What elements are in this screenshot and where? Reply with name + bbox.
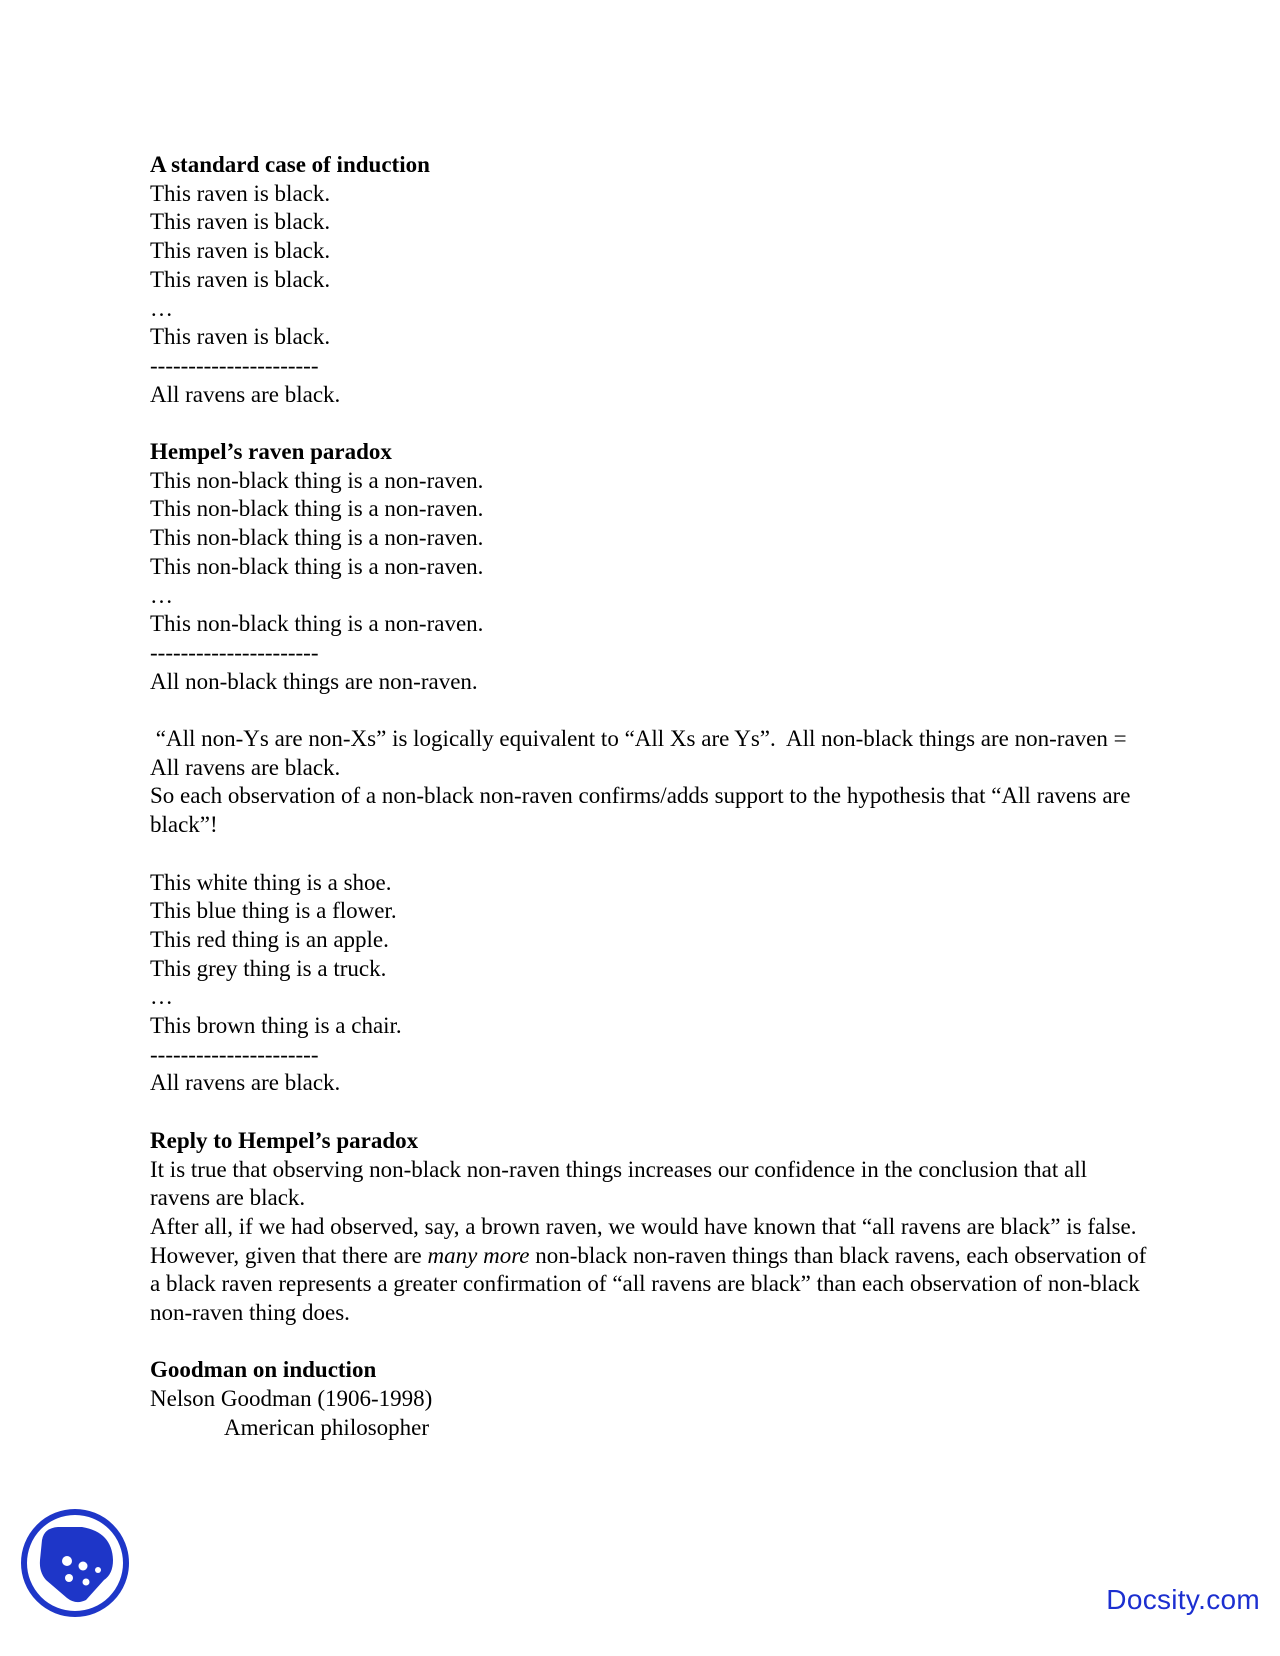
goodman-name: Nelson Goodman (1906-1998): [150, 1386, 433, 1412]
docsity-logo-icon: [20, 1508, 130, 1618]
reply-paragraph-2: After all, if we had observed, say, a brown raven, we would have known that “all ravens are black” is false.: [150, 1213, 1137, 1239]
example-lines: [150, 869, 1150, 1099]
example-line: This red thing is an apple.: [150, 926, 389, 952]
document-page: [150, 151, 1150, 1443]
induction-line: This raven is black.: [150, 266, 331, 292]
equivalence-paragraph: “All non-Ys are non-Xs” is logically equivalent to “All Xs are Ys”. All non-black things are non-raven = All ravens are black.: [150, 726, 1132, 780]
section-heading-goodman: Goodman on induction: [150, 1357, 377, 1383]
example-line: This brown thing is a chair.: [150, 1013, 402, 1039]
induction-divider: ----------------------: [150, 352, 319, 378]
docsity-brand-link[interactable]: Docsity.com: [1106, 1584, 1260, 1615]
hempel-line: This non-black thing is a non-raven.: [150, 553, 484, 579]
section-heading-hempel: Hempel’s raven paradox: [150, 439, 392, 465]
hempel-line: This non-black thing is a non-raven.: [150, 496, 484, 522]
hempel-lines: [150, 467, 1150, 697]
example-divider: ----------------------: [150, 1041, 319, 1067]
induction-line: This raven is black.: [150, 180, 331, 206]
reply-paragraph-1: It is true that observing non-black non-raven things increases our confidence in the conclusion that all ravens are black.: [150, 1156, 1087, 1211]
hempel-line: This non-black thing is a non-raven.: [150, 611, 484, 637]
induction-line: This raven is black.: [150, 209, 331, 235]
hempel-divider: ----------------------: [150, 639, 319, 665]
hempel-conclusion: All non-black things are non-raven.: [150, 668, 478, 694]
example-ellipsis: …: [150, 984, 173, 1010]
support-paragraph: So each observation of a non-black non-raven confirms/adds support to the hypothesis that “All ravens are black”!: [150, 783, 1131, 838]
reply-emphasis: many more: [427, 1242, 530, 1268]
section-heading-induction: A standard case of induction: [150, 152, 430, 177]
hempel-line: This non-black thing is a non-raven.: [150, 525, 484, 551]
goodman-description: American philosopher: [224, 1414, 430, 1440]
induction-line: This raven is black.: [150, 324, 331, 350]
example-line: This blue thing is a flower.: [150, 898, 397, 924]
reply-paragraph-3: [150, 1242, 1150, 1328]
example-conclusion: All ravens are black.: [150, 1070, 341, 1096]
induction-lines: [150, 180, 1150, 410]
hempel-line: This non-black thing is a non-raven.: [150, 467, 484, 493]
reply-text-after: non-black non-raven things than black ravens, each observation of a black raven represents a greater confirmation of “all ravens are black” than each observation of non-black non-raven thing does.: [150, 1242, 1147, 1326]
example-line: This white thing is a shoe.: [150, 869, 392, 895]
reply-text-before: However, given that there are: [150, 1242, 428, 1268]
section-heading-reply: Reply to Hempel’s paradox: [150, 1127, 419, 1153]
induction-conclusion: All ravens are black.: [150, 381, 341, 407]
hempel-ellipsis: …: [150, 582, 173, 608]
induction-ellipsis: …: [150, 295, 173, 321]
example-line: This grey thing is a truck.: [150, 955, 387, 981]
induction-line: This raven is black.: [150, 238, 331, 264]
